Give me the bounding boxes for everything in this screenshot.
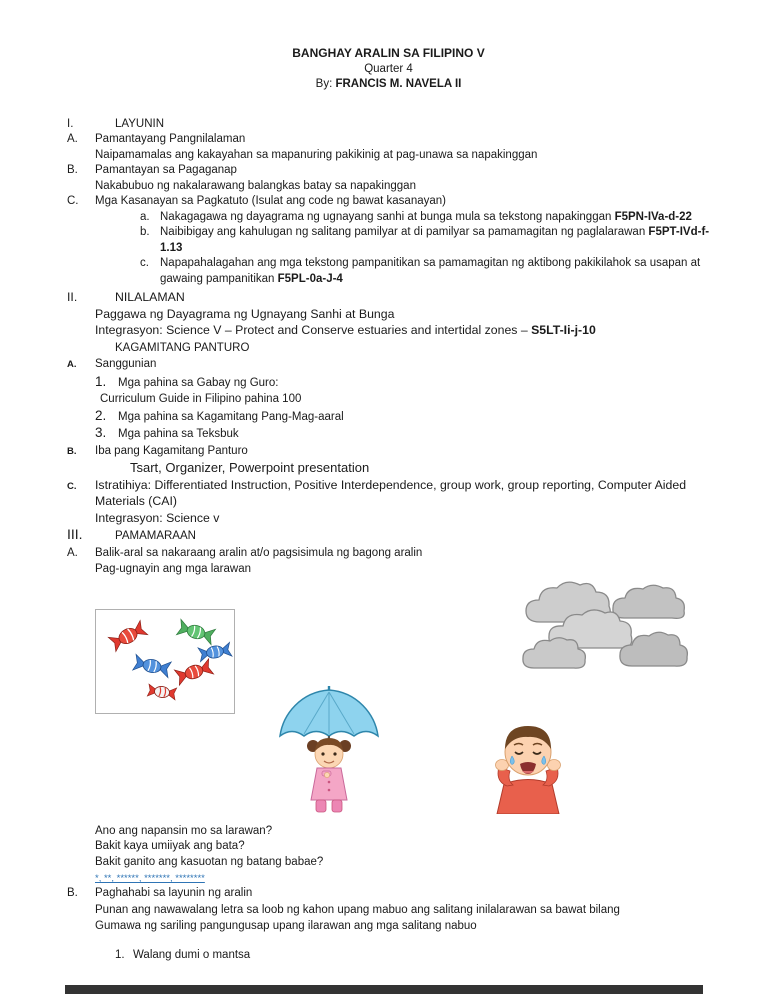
- section-2-heading: [67, 289, 710, 306]
- girl-with-umbrella-illustration: [263, 684, 395, 814]
- procedure-a-body: Pag-ugnayin ang mga larawan: [95, 563, 251, 575]
- materials-heading: KAGAMITANG PANTURO: [115, 341, 250, 354]
- list-number: 3.: [95, 425, 107, 440]
- materials-item-2: [95, 408, 710, 426]
- doc-author-line: [67, 77, 710, 93]
- document-header: [67, 46, 710, 93]
- materials-a-title: Sanggunian: [95, 358, 157, 370]
- by-label: By:: [315, 78, 336, 90]
- curriculum-guide-line: Curriculum Guide in Filipino pahina 100: [100, 393, 302, 405]
- doc-subtitle: Quarter 4: [364, 62, 413, 75]
- objective-c-title: Mga Kasanayan sa Pagkatuto (Isulat ang code ng bawat kasanayan): [95, 195, 446, 207]
- answer-box-top-edge: [65, 985, 703, 994]
- list-label: A.: [67, 133, 78, 145]
- list-number: 1.: [115, 948, 125, 961]
- candies-image: [95, 609, 235, 715]
- clouds-image: [512, 578, 690, 680]
- objective-c: [67, 194, 710, 210]
- competency-code: F5PN-IVa-d-22: [614, 210, 692, 223]
- question-3: Bakit ganito ang kasuotan ng batang babae?: [95, 855, 324, 868]
- crying-boy-image: [462, 716, 595, 820]
- objective-b-title: Pamantayan sa Pagaganap: [95, 164, 237, 176]
- procedure-a-title: Balik-aral sa nakaraang aralin at/o pagsisimula ng bagong aralin: [95, 546, 423, 559]
- list-label: A.: [67, 359, 77, 370]
- list-number: 1.: [95, 373, 107, 389]
- list-number: 2.: [95, 407, 107, 423]
- materials-item-1-text: Mga pahina sa Gabay ng Guro:: [118, 376, 279, 389]
- procedure-b-line-1: Punan ang nawawalang letra sa loob ng kahon upang mabuo ang salitang inilalarawan sa bawat bilang: [95, 903, 620, 916]
- integration-line: Integrasyon: Science V – Protect and Conserve estuaries and intertidal zones – S5LT-Ii-j-10: [95, 323, 596, 337]
- skill-item-a-text: Nakagagawa ng dayagrama ng ugnayang sanhi at bunga mula sa tekstong napakinggan F5PN-IVa-d-22: [160, 210, 692, 223]
- section-numeral: III.: [67, 526, 83, 542]
- skill-item-b: [140, 225, 710, 256]
- procedure-a: [67, 545, 710, 562]
- competency-code: F5PT-IVd-f-1.13: [160, 226, 710, 254]
- competency-code: S5LT-Ii-j-10: [531, 323, 596, 337]
- candies-illustration: [96, 610, 234, 708]
- skill-item-a: [140, 210, 710, 226]
- list-label: B.: [67, 164, 78, 176]
- skill-item-c-text: Napapahalagahan ang mga tekstong pampanitikan sa pamamagitan ng aktibong pakikilahok sa usapan at gawaing pampanitikan F5PL-0a-J-4: [160, 257, 701, 285]
- list-label: A.: [67, 546, 78, 559]
- objective-a-body: Naipamamalas ang kakayahan sa mapanuring pakikinig at pag-unawa sa napakinggan: [95, 148, 538, 161]
- materials-item-2-text: Mga pahina sa Kagamitang Pang-Mag-aaral: [118, 410, 344, 423]
- list-label: B.: [67, 445, 77, 457]
- objective-b: [67, 163, 710, 179]
- author-name: FRANCIS M. NAVELA II: [335, 78, 462, 90]
- list-label: C.: [67, 480, 77, 492]
- objective-b-body: Nakabubuo ng nakalarawang balangkas batay sa napakinggan: [95, 179, 416, 192]
- materials-item-1: [95, 374, 710, 392]
- procedure-b: [67, 885, 710, 902]
- objective-a: [67, 132, 710, 148]
- competency-code: F5PL-0a-J-4: [277, 272, 343, 285]
- integration-line-2: Integrasyon: Science v: [95, 510, 220, 525]
- question-1: Ano ang napansin mo sa larawan?: [95, 824, 273, 837]
- skill-item-c: [140, 256, 710, 287]
- section-title: PAMAMARAAN: [115, 530, 196, 542]
- section-title: NILALAMAN: [115, 290, 185, 304]
- materials-b-title: Iba pang Kagamitang Panturo: [95, 444, 248, 457]
- section-2: [67, 289, 710, 339]
- image-cluster: [67, 578, 710, 824]
- list-label: C.: [67, 195, 79, 207]
- doc-title: BANGHAY ARALIN SA FILIPINO V: [292, 46, 485, 60]
- list-label: B.: [67, 887, 78, 899]
- strategies-text: Istratihiya: Differentiated Instruction, Positive Interdependence, group work, group reporting, Computer Aided Materials (CAI): [95, 477, 687, 508]
- materials-item-3-text: Mga pahina sa Teksbuk: [118, 428, 239, 440]
- girl-umbrella-image: [263, 684, 395, 820]
- section-numeral: I.: [67, 117, 74, 130]
- question-2: Bakit kaya umiiyak ang bata?: [95, 840, 245, 852]
- answer-hint-link[interactable]: *, **, ******, *******, ********: [95, 873, 205, 884]
- skill-item-b-text: Naibibigay ang kahulugan ng salitang pamilyar at di pamilyar sa pamamagitan ng paglalarawan F5PT-IVd-f-1.13: [160, 226, 710, 254]
- objective-a-title: Pamantayang Pangnilalaman: [95, 133, 246, 145]
- gray-clouds-illustration: [512, 578, 690, 674]
- procedure-b-block: [67, 885, 710, 963]
- list-label: a.: [140, 210, 150, 223]
- content-line: Paggawa ng Dayagrama ng Ugnayang Sanhi at Bunga: [95, 306, 395, 321]
- crying-boy-illustration: [462, 716, 595, 814]
- materials-b-body: Tsart, Organizer, Powerpoint presentation: [130, 460, 370, 475]
- section-numeral: II.: [67, 290, 78, 304]
- exercise-item-1: [115, 947, 710, 964]
- materials-b: [67, 443, 710, 461]
- materials-item-3: [95, 425, 710, 443]
- procedure-b-line-2: Gumawa ng sariling pangungusap upang ilarawan ang mga salitang nabuo: [95, 920, 477, 932]
- exercise-item-1-text: Walang dumi o mantsa: [133, 948, 251, 961]
- section-title: LAYUNIN: [115, 117, 164, 130]
- list-label: b.: [140, 226, 150, 238]
- section-1-heading: [67, 117, 710, 133]
- materials-a: [67, 356, 710, 374]
- section-3-heading: [67, 526, 710, 545]
- materials-section: [67, 340, 710, 578]
- materials-c: [67, 477, 710, 510]
- list-label: c.: [140, 257, 149, 269]
- procedure-b-title: Paghahabi sa layunin ng aralin: [95, 887, 253, 899]
